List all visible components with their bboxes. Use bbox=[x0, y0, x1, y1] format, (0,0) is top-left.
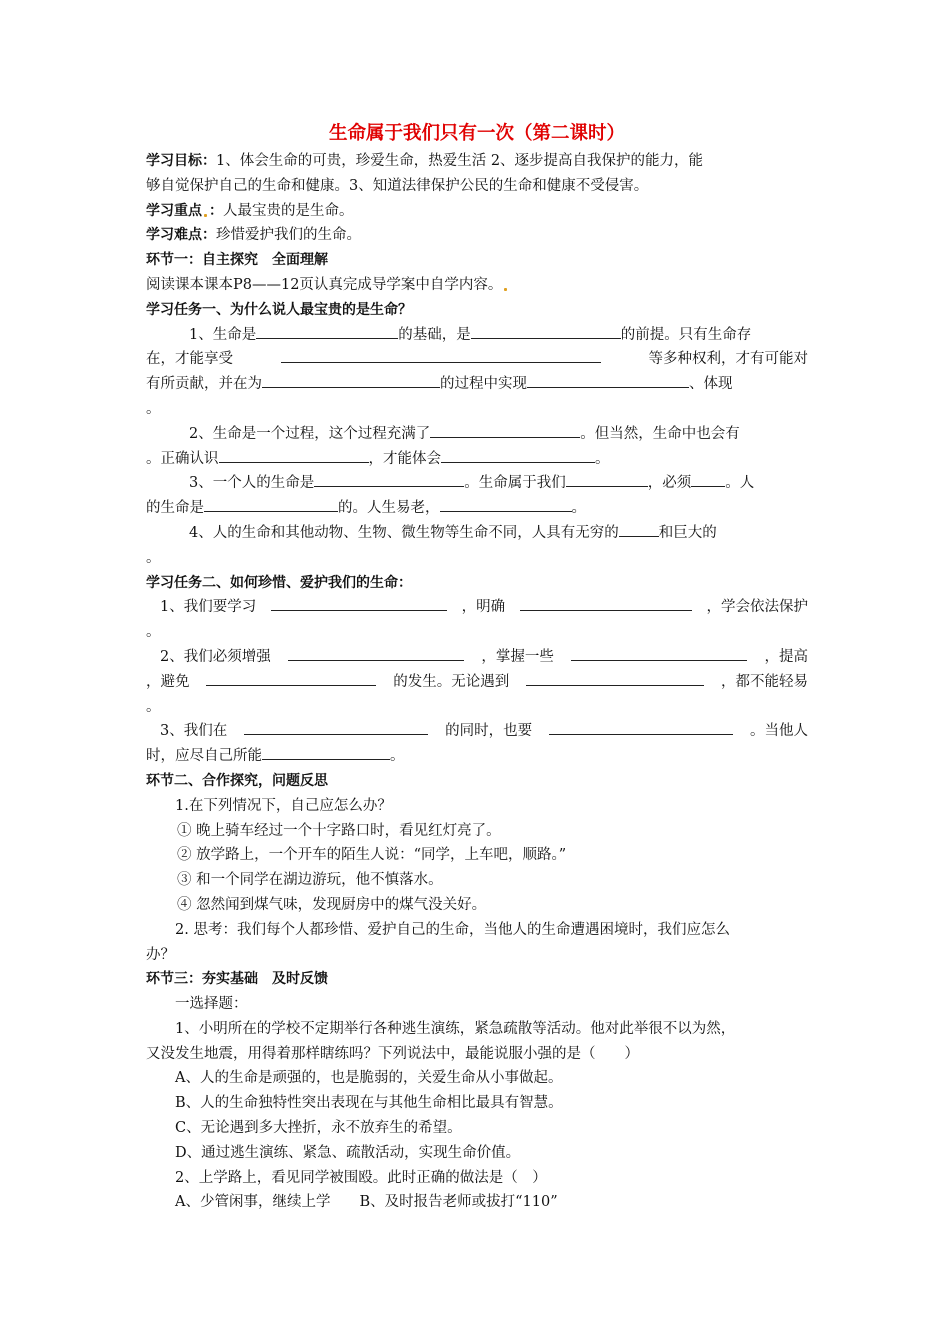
text: ，都不能轻易 bbox=[721, 673, 808, 690]
task1-q4-line2: 。 bbox=[146, 549, 161, 566]
text: 。正确认识 bbox=[146, 450, 219, 467]
text: 时，应尽自己所能 bbox=[146, 748, 262, 765]
text: 、体现 bbox=[689, 376, 733, 393]
key-point-label: 学习重点 bbox=[146, 202, 202, 219]
mark-dot bbox=[204, 214, 207, 217]
text: 的发生。无论遇到 bbox=[393, 673, 510, 690]
fill-blank[interactable] bbox=[271, 595, 447, 611]
text: 。 bbox=[390, 748, 405, 765]
task1-q1-line2 bbox=[146, 347, 808, 372]
text: 有所贡献，并在为 bbox=[146, 376, 262, 393]
fill-blank[interactable] bbox=[566, 471, 648, 487]
fill-blank[interactable] bbox=[262, 744, 390, 760]
scenario-4: ④ 忽然闻到煤气味，发现厨房中的煤气没关好。 bbox=[177, 896, 487, 913]
task2-q1-line1 bbox=[146, 595, 808, 620]
fill-blank[interactable] bbox=[440, 496, 572, 512]
difficulty-label: 学习难点： bbox=[146, 227, 216, 244]
fill-blank[interactable] bbox=[244, 719, 428, 735]
task2-heading: 学习任务二、如何珍惜、爱护我们的生命： bbox=[146, 574, 412, 591]
fill-blank[interactable] bbox=[619, 521, 659, 537]
text: 4、人的生命和其他动物、生物、微生物等生命不同，人具有无穷的 bbox=[189, 524, 619, 541]
fill-blank[interactable] bbox=[471, 323, 621, 339]
objectives bbox=[146, 149, 808, 174]
option-a[interactable]: A、人的生命是顽强的，也是脆弱的，关爱生命从小事做起。 bbox=[175, 1070, 563, 1087]
task2-q2-line3: 。 bbox=[146, 698, 161, 715]
task2-q1-line2: 。 bbox=[146, 624, 161, 641]
objectives-label: 学习目标： bbox=[146, 153, 216, 169]
text: ，必须 bbox=[647, 475, 692, 492]
fill-blank[interactable] bbox=[526, 670, 704, 686]
text: 。当他人 bbox=[749, 723, 808, 740]
fill-blank[interactable] bbox=[262, 372, 440, 388]
task1-q4-line1 bbox=[146, 521, 808, 546]
task2-q2-line2 bbox=[146, 670, 808, 695]
text: 的过程中实现 bbox=[440, 376, 527, 393]
scenario-3: ③ 和一个同学在湖边游玩，他不慎落水。 bbox=[177, 872, 443, 889]
task1-q3-line1 bbox=[146, 471, 808, 496]
task1-q2-line1 bbox=[146, 422, 808, 447]
section3-heading: 环节三：夯实基础 及时反馈 bbox=[146, 971, 328, 988]
section2-heading: 环节二、合作探究，问题反思 bbox=[146, 772, 328, 789]
fill-blank[interactable] bbox=[571, 645, 747, 661]
fill-blank[interactable] bbox=[204, 496, 338, 512]
text: 。 bbox=[595, 450, 610, 467]
text: 。但当然，生命中也会有 bbox=[580, 425, 740, 442]
section1-heading: 环节一：自主探究 全面理解 bbox=[146, 252, 328, 269]
task1-heading: 学习任务一、为什么说人最宝贵的是生命？ bbox=[146, 301, 412, 318]
difficulty-text: 珍惜爱护我们的生命。 bbox=[216, 227, 361, 244]
section2-q2-line2: 办？ bbox=[146, 946, 175, 963]
objectives-line2: 够自觉保护自己的生命和健康。3、知道法律保护公民的生命和健康不受侵害。 bbox=[146, 177, 649, 194]
key-point-sep: ： bbox=[209, 202, 223, 219]
section1-read bbox=[146, 273, 808, 298]
option-c[interactable]: C、无论遇到多大挫折，永不放弃生的希望。 bbox=[175, 1120, 462, 1137]
task1-q1-line1 bbox=[146, 323, 808, 348]
text: 1、我们要学习 bbox=[160, 599, 257, 616]
text: 。人 bbox=[725, 475, 755, 492]
scenario-2: ② 放学路上，一个开车的陌生人说：“同学，上车吧，顺路。” bbox=[177, 847, 567, 864]
text: 1、生命是 bbox=[189, 326, 257, 343]
page-title: 生命属于我们只有一次（第二课时） bbox=[328, 123, 625, 144]
scenario-1: ① 晚上骑车经过一个十字路口时，看见红灯亮了。 bbox=[177, 822, 501, 839]
task1-q3-line2 bbox=[146, 496, 808, 521]
mark-dot bbox=[504, 288, 507, 291]
task1-q1-line4: 。 bbox=[146, 400, 161, 417]
text: 的基础，是 bbox=[398, 326, 471, 343]
text: 的前提。只有生命存 bbox=[620, 326, 752, 343]
section3-q1-line2: 又没发生地震，用得着那样瞎练吗？下列说法中，最能说服小强的是（ ） bbox=[146, 1045, 639, 1062]
fill-blank[interactable] bbox=[430, 422, 580, 438]
fill-blank[interactable] bbox=[314, 471, 464, 487]
text: 2、生命是一个过程，这个过程充满了 bbox=[189, 425, 431, 442]
section3-q2: 2、上学路上，看见同学被围殴。此时正确的做法是（ ） bbox=[175, 1169, 547, 1186]
text: ，才能体会 bbox=[368, 450, 441, 467]
text: 在，才能享受 bbox=[146, 351, 233, 368]
text: 3、一个人的生命是 bbox=[189, 475, 315, 492]
read-text: 阅读课本课本P8——12页认真完成导学案中自学内容。 bbox=[146, 276, 503, 293]
text: 。生命属于我们 bbox=[464, 475, 566, 492]
option-d[interactable]: D、通过逃生演练、紧急、疏散活动，实现生命价值。 bbox=[175, 1144, 521, 1161]
fill-blank[interactable] bbox=[441, 447, 595, 463]
section2-q2-line1: 2. 思考：我们每个人都珍惜、爱护自己的生命，当他人的生命遭遇困境时，我们应怎么 bbox=[175, 921, 730, 938]
section3-q1-line1: 1、小明所在的学校不定期举行各种逃生演练，紧急疏散等活动。他对此举很不以为然， bbox=[175, 1020, 736, 1037]
fill-blank[interactable] bbox=[281, 347, 601, 363]
fill-blank[interactable] bbox=[549, 719, 733, 735]
key-point bbox=[146, 199, 808, 224]
fill-blank[interactable] bbox=[206, 670, 376, 686]
fill-blank[interactable] bbox=[219, 447, 369, 463]
fill-blank[interactable] bbox=[256, 323, 398, 339]
section2-q1: 1.在下列情况下，自己应怎么办？ bbox=[175, 797, 392, 814]
task2-q3-line2 bbox=[146, 744, 808, 769]
fill-blank[interactable] bbox=[527, 372, 689, 388]
text: 2、我们必须增强 bbox=[160, 648, 271, 665]
key-point-text: 人最宝贵的是生命。 bbox=[223, 202, 354, 219]
section3-q2-options[interactable]: A、少管闲事，继续上学 B、及时报告老师或拔打“110” bbox=[175, 1194, 558, 1211]
text: ，学会依法保护 bbox=[706, 599, 808, 616]
text: 。 bbox=[571, 500, 586, 517]
text: 和巨大的 bbox=[658, 524, 717, 541]
worksheet-page bbox=[146, 122, 808, 1215]
text: ，掌握一些 bbox=[481, 648, 554, 665]
text: 的同时，也要 bbox=[445, 723, 533, 740]
fill-blank[interactable] bbox=[288, 645, 464, 661]
task1-q1-line3 bbox=[146, 372, 808, 397]
question-type: 一选择题： bbox=[175, 996, 248, 1013]
text: ，明确 bbox=[461, 599, 506, 616]
text: 3、我们在 bbox=[160, 723, 228, 740]
task2-q2-line1 bbox=[146, 645, 808, 670]
objectives-line1: 1、体会生命的可贵，珍爱生命，热爱生活 2、逐步提高自我保护的能力，能 bbox=[216, 153, 704, 169]
fill-blank[interactable] bbox=[520, 595, 692, 611]
difficulty bbox=[146, 223, 808, 248]
task1-q2-line2 bbox=[146, 447, 808, 472]
fill-blank[interactable] bbox=[691, 471, 725, 487]
text: 的。人生易老， bbox=[338, 500, 440, 517]
text: ，提高 bbox=[764, 648, 808, 665]
task2-q3-line1 bbox=[146, 719, 808, 744]
text: 的生命是 bbox=[146, 500, 204, 517]
text: ，避免 bbox=[146, 673, 190, 690]
option-b[interactable]: B、人的生命独特性突出表现在与其他生命相比最具有智慧。 bbox=[175, 1095, 563, 1112]
text: 等多种权利，才有可能对 bbox=[648, 351, 808, 368]
